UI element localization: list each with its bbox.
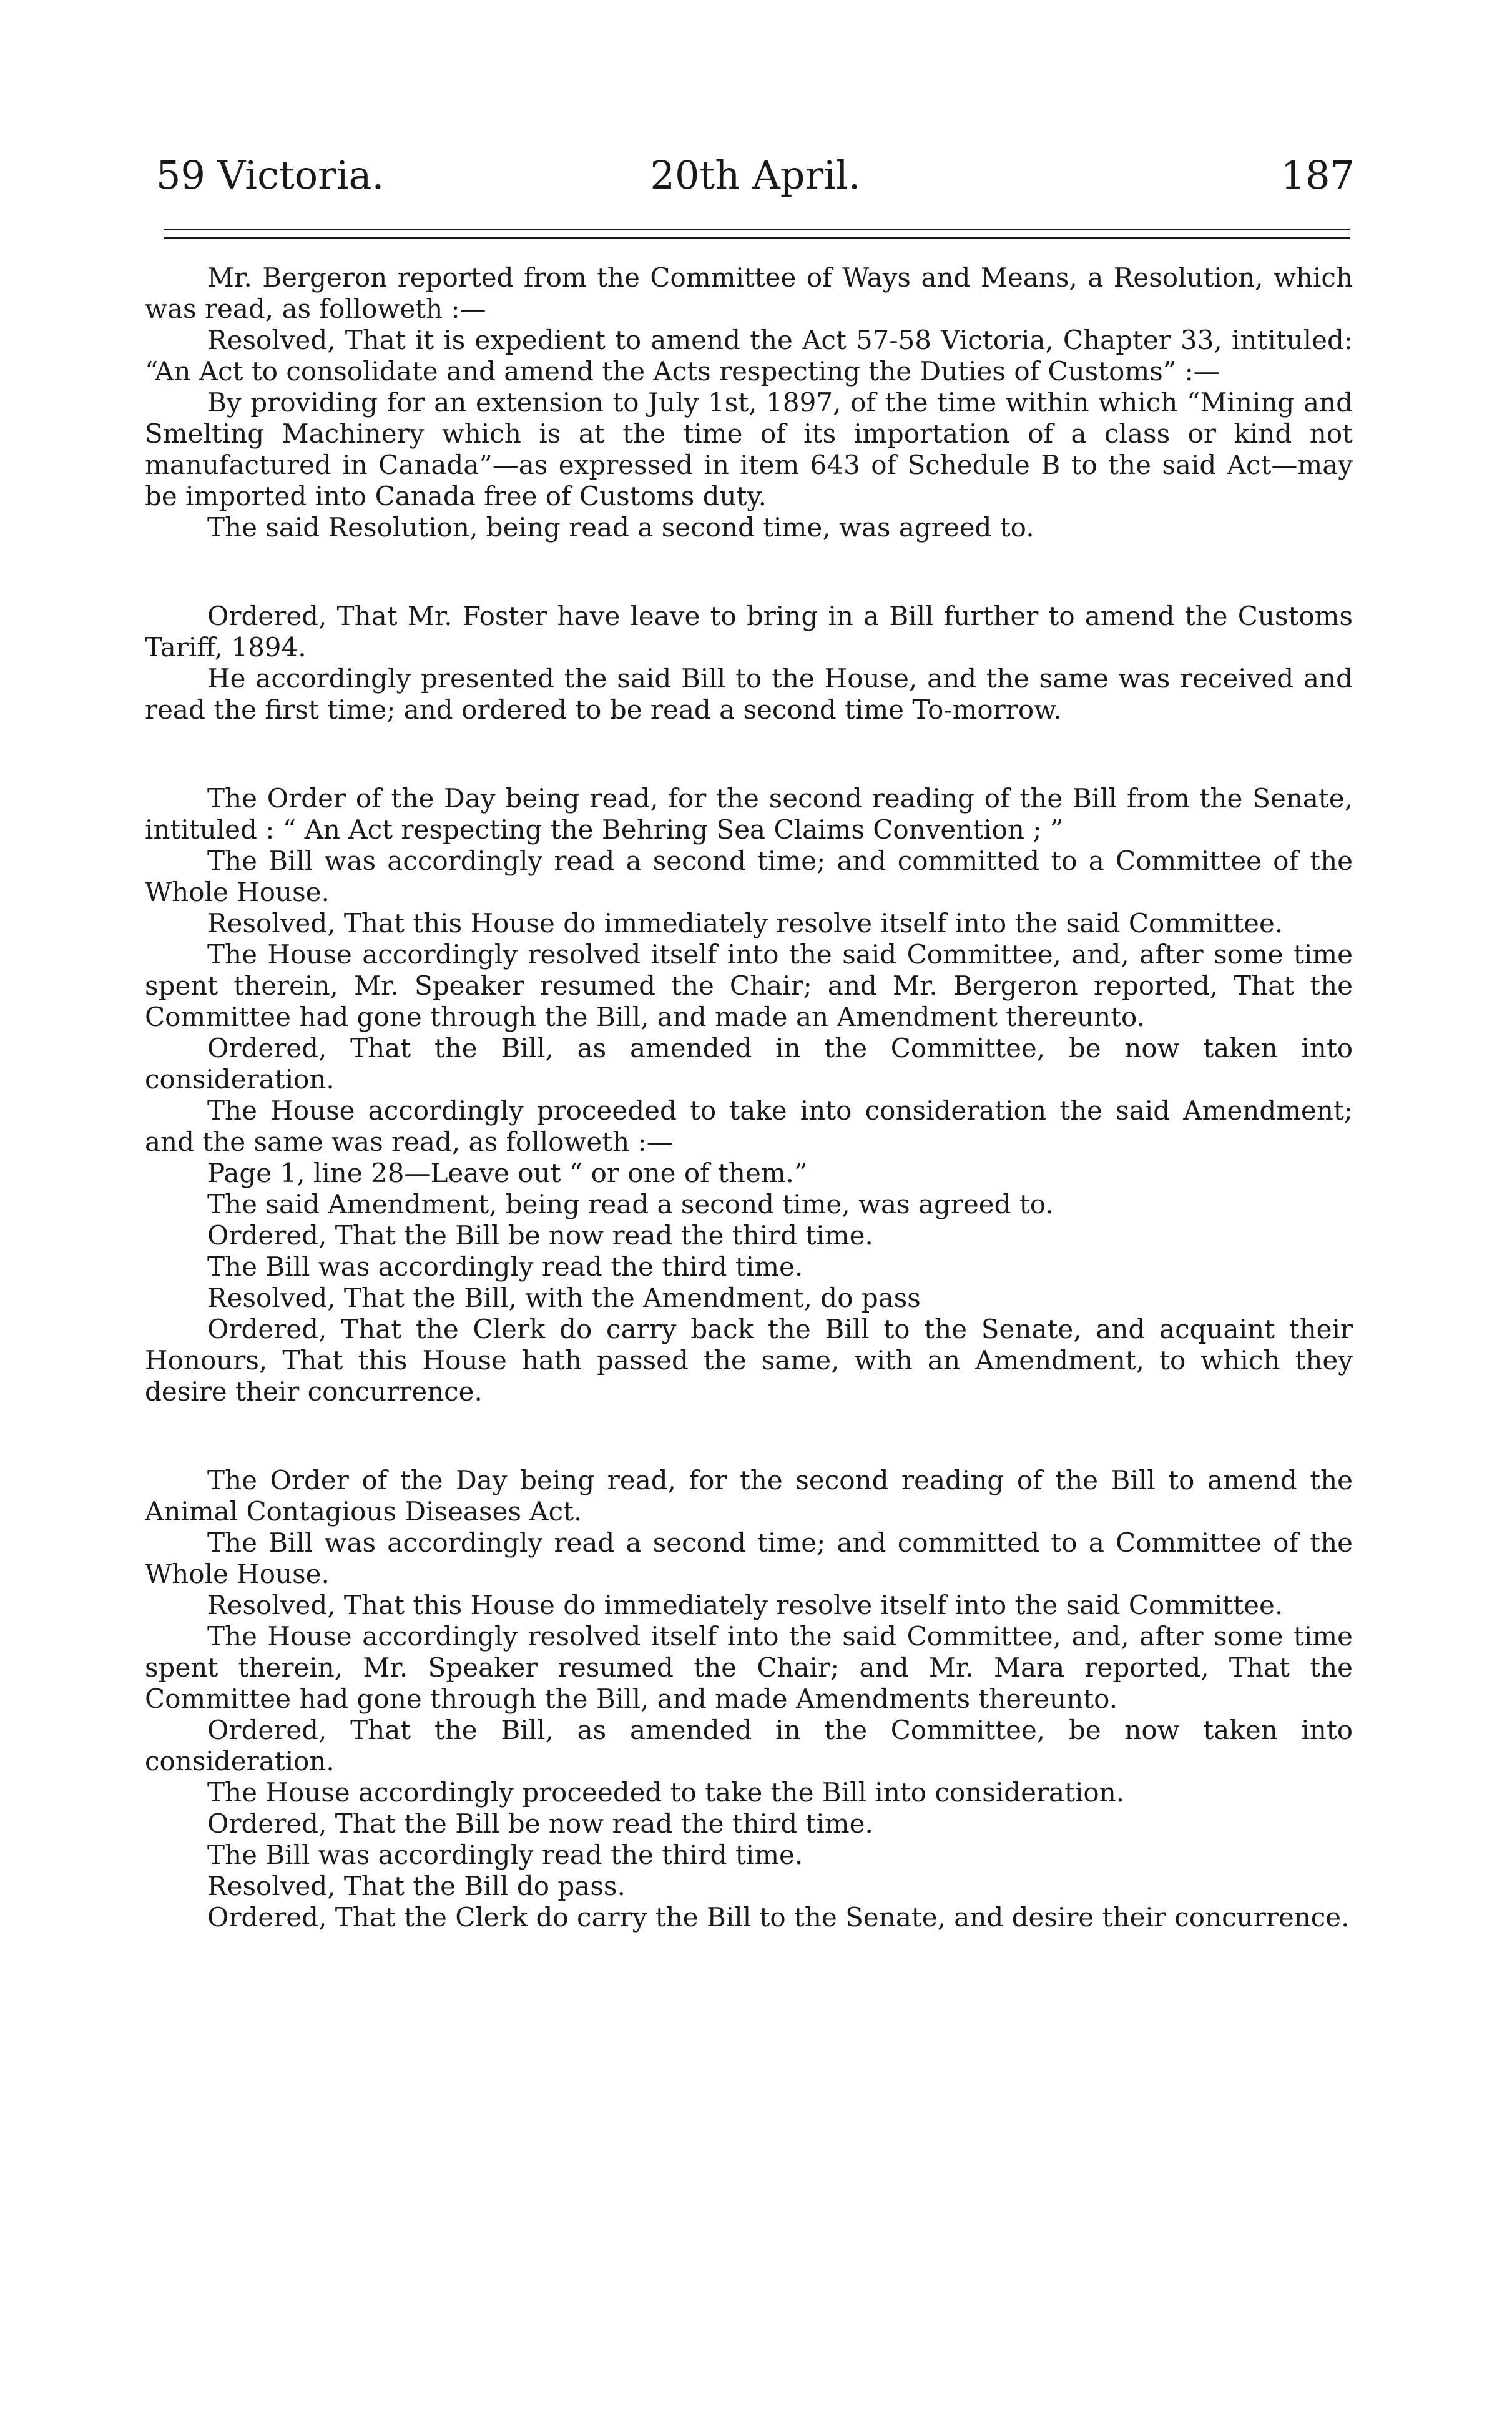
paragraph: The Bill was accordingly read the third time. xyxy=(207,1840,803,1870)
paragraph: The House accordingly proceeded to take the Bill into consideration. xyxy=(207,1777,1125,1808)
paragraph: Ordered, That the Clerk do carry back the Bill to the Senate, and acquaint their Honours, That this House hath passed the same, with an Amendment, to which they desire their concurrence. xyxy=(145,1314,1353,1407)
header-regnal-year: 59 Victoria. xyxy=(156,152,385,198)
page-body xyxy=(145,262,1353,1933)
entry-ways-and-means-resolution xyxy=(145,262,1353,543)
header-rule-top xyxy=(164,229,1350,230)
paragraph: Resolved, That the Bill, with the Amendment, do pass xyxy=(207,1283,921,1313)
paragraph: Mr. Bergeron reported from the Committee of Ways and Means, a Resolution, which was read, as followeth :— xyxy=(145,262,1353,324)
paragraph: The Bill was accordingly read the third time. xyxy=(207,1251,803,1282)
paragraph: The House accordingly proceeded to take into consideration the said Amendment; and the same was read, as followeth :— xyxy=(145,1095,1353,1157)
paragraph: Ordered, That Mr. Foster have leave to bring in a Bill further to amend the Customs Tariff, 1894. xyxy=(145,601,1353,663)
paragraph: The Order of the Day being read, for the second reading of the Bill to amend the Animal Contagious Diseases Act. xyxy=(145,1465,1353,1527)
header-date: 20th April. xyxy=(650,152,861,198)
paragraph: Resolved, That this House do immediately resolve itself into the said Committee. xyxy=(207,908,1284,938)
paragraph: He accordingly presented the said Bill to the House, and the same was received and read the first time; and ordered to be read a second time To-morrow. xyxy=(145,663,1353,725)
header-rule-bottom xyxy=(164,237,1350,239)
paragraph: Ordered, That the Bill be now read the third time. xyxy=(207,1808,873,1839)
paragraph: The said Amendment, being read a second time, was agreed to. xyxy=(207,1189,1054,1219)
entry-animal-contagious-diseases-bill xyxy=(145,1465,1353,1933)
paragraph: Resolved, That this House do immediately resolve itself into the said Committee. xyxy=(207,1590,1284,1620)
paragraph: Ordered, That the Bill, as amended in the Committee, be now taken into consideration. xyxy=(145,1033,1353,1095)
paragraph: By providing for an extension to July 1st, 1897, of the time within which “Mining and Smelting Machinery which is at the time of its importation of a class or kind not manufactured in Canada”—as expressed in item 643 of Schedule B to the said Act—may be imported into Canada free of Customs duty. xyxy=(145,387,1353,511)
paragraph: Ordered, That the Clerk do carry the Bill to the Senate, and desire their concurrence. xyxy=(207,1902,1350,1933)
paragraph: The House accordingly resolved itself into the said Committee, and, after some time spent therein, Mr. Speaker resumed the Chair; and Mr. Mara reported, That the Committee had gone through the Bill, and made Amendments thereunto. xyxy=(145,1621,1353,1714)
paragraph: The Bill was accordingly read a second time; and committed to a Committee of the Whole House. xyxy=(145,1527,1353,1589)
paragraph: The Bill was accordingly read a second time; and committed to a Committee of the Whole House. xyxy=(145,845,1353,907)
entry-behring-sea-bill xyxy=(145,783,1353,1407)
paragraph: Ordered, That the Bill, as amended in the Committee, be now taken into consideration. xyxy=(145,1715,1353,1776)
page-number: 187 xyxy=(1280,152,1355,198)
paragraph: The said Resolution, being read a second time, was agreed to. xyxy=(207,512,1034,543)
paragraph: The Order of the Day being read, for the second reading of the Bill from the Senate, intituled : “ An Act respecting the Behring Sea Claims Convention ; ” xyxy=(145,783,1353,845)
entry-customs-tariff-bill xyxy=(145,601,1353,726)
page-header xyxy=(156,147,1355,204)
paragraph: Page 1, line 28—Leave out “ or one of them.” xyxy=(207,1158,808,1188)
paragraph: The House accordingly resolved itself into the said Committee, and, after some time spent therein, Mr. Speaker resumed the Chair; and Mr. Bergeron reported, That the Committee had gone through the Bill, and made an Amendment thereunto. xyxy=(145,939,1353,1032)
paragraph: Resolved, That the Bill do pass. xyxy=(207,1871,626,1901)
paragraph: Resolved, That it is expedient to amend the Act 57-58 Victoria, Chapter 33, intituled: “An Act to consolidate and amend the Acts respecting the Duties of Customs” :— xyxy=(145,325,1353,387)
paragraph: Ordered, That the Bill be now read the third time. xyxy=(207,1220,873,1251)
